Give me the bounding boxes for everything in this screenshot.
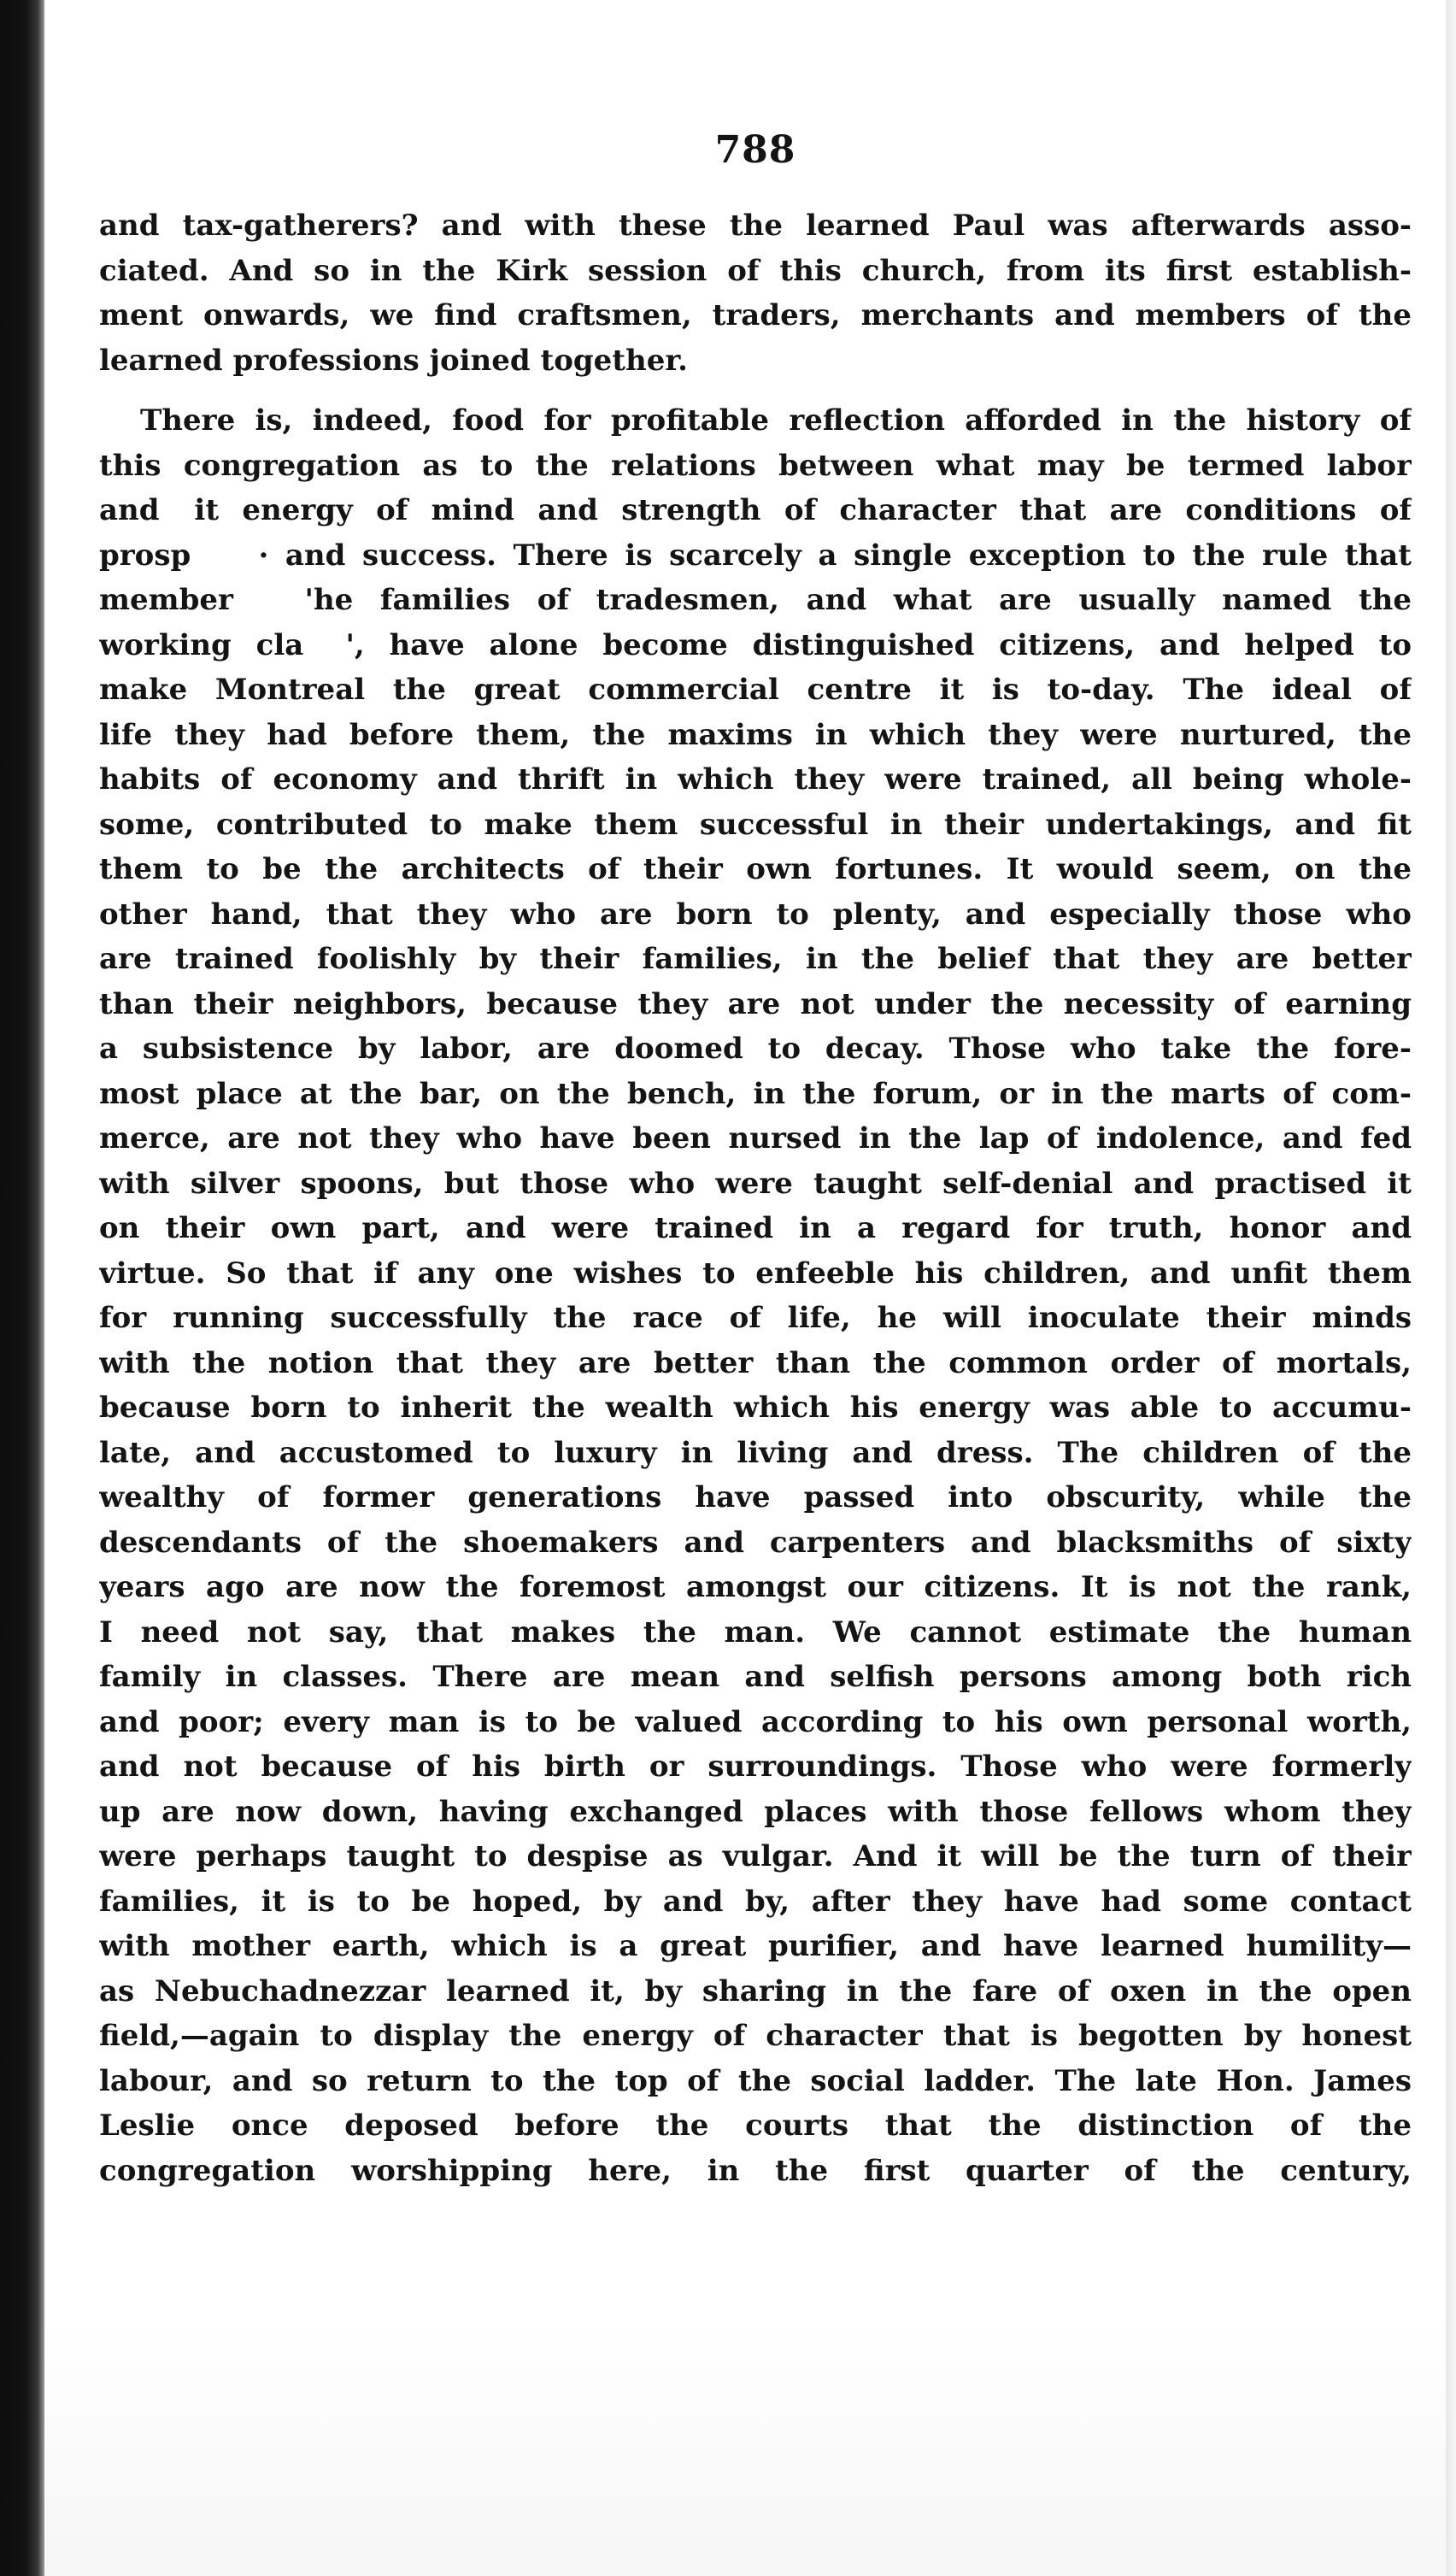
text-line: this congregation as to the relations between what may be termed labor <box>99 448 1412 483</box>
text-line: other hand, that they who are born to plenty, and especially those who <box>99 897 1412 932</box>
text-line: late, and accustomed to luxury in living and dress. The children of the <box>99 1435 1412 1470</box>
text-line: There is, indeed, food for profitable reflection afforded in the history of <box>140 403 1412 438</box>
text-line: a subsistence by labor, are doomed to decay. Those who take the fore- <box>99 1032 1412 1066</box>
text-line: than their neighbors, because they are not under the necessity of earning <box>99 986 1412 1021</box>
text-line: and tax-gatherers? and with these the learned Paul was afterwards asso- <box>99 209 1412 243</box>
text-line: and not because of his birth or surroundings. Those who were formerly <box>99 1750 1412 1784</box>
text-line: congregation worshipping here, in the first quarter of the century, <box>99 2153 1412 2188</box>
text-line: wealthy of former generations have passed into obscurity, while the <box>99 1480 1412 1514</box>
scan-edge-shadow <box>0 0 44 2576</box>
paragraph-1 <box>99 203 1412 383</box>
text-line: learned professions joined together. <box>99 343 688 378</box>
text-line: and poor; every man is to be valued according to his own personal worth, <box>99 1704 1412 1739</box>
text-line: make Montreal the great commercial centre it is to-day. The ideal of <box>99 673 1412 707</box>
text-line: families, it is to be hoped, by and by, after they have had some contact <box>99 1884 1412 1919</box>
text-line: labour, and so return to the top of the social ladder. The late Hon. James <box>99 2063 1412 2098</box>
text-line: ment onwards, we find craftsmen, traders, merchants and members of the <box>99 298 1412 332</box>
paragraph-2 <box>99 398 1412 2193</box>
page-content <box>99 128 1412 2193</box>
text-line: habits of economy and thrift in which they were trained, all being whole- <box>99 762 1412 797</box>
text-line: them to be the architects of their own fortunes. It would seem, on the <box>99 852 1412 886</box>
text-line: most place at the bar, on the bench, in the forum, or in the marts of com- <box>99 1076 1412 1111</box>
scan-bottom-shade <box>44 2320 1446 2576</box>
text-line: Leslie once deposed before the courts that the distinction of the <box>99 2108 1412 2143</box>
text-line: with silver spoons, but those who were taught self-denial and practised it <box>99 1166 1412 1201</box>
text-line: I need not say, that makes the man. We cannot estimate the human <box>99 1614 1412 1650</box>
text-line: virtue. So that if any one wishes to enfeeble his children, and unfit them <box>99 1256 1412 1291</box>
text-line: as Nebuchadnezzar learned it, by sharing in the fare of oxen in the open <box>99 1973 1412 2008</box>
text-line: with mother earth, which is a great purifier, and have learned humility— <box>99 1929 1412 1963</box>
text-line: working cla ', have alone become distinguished citizens, and helped to <box>99 627 1412 662</box>
text-line: were perhaps taught to despise as vulgar. And it will be the turn of their <box>99 1839 1412 1873</box>
text-line: ciated. And so in the Kirk session of this church, from its first establish- <box>99 253 1412 288</box>
text-line: because born to inherit the wealth which his energy was able to accumu- <box>99 1391 1412 1425</box>
text-line: are trained foolishly by their families, in the belief that they are better <box>99 942 1412 976</box>
text-line: prosp · and success. There is scarcely a single exception to the rule that <box>99 538 1412 573</box>
text-line: some, contributed to make them successful in their undertakings, and fit <box>99 807 1412 842</box>
page-number: 788 <box>714 128 796 172</box>
paragraph-gap <box>99 383 1412 398</box>
text-line: up are now down, having exchanged places with those fellows whom they <box>99 1794 1412 1829</box>
text-line: member 'he families of tradesmen, and what are usually named the <box>99 583 1412 617</box>
text-line: field,—again to display the energy of character that is begotten by honest <box>99 2019 1412 2053</box>
text-line: for running successfully the race of life, he will inoculate their minds <box>99 1301 1412 1335</box>
text-line: and it energy of mind and strength of character that are conditions of <box>99 493 1412 527</box>
text-line: on their own part, and were trained in a regard for truth, honor and <box>99 1211 1412 1245</box>
text-line: life they had before them, the maxims in which they were nurtured, the <box>99 717 1412 752</box>
text-line: descendants of the shoemakers and carpenters and blacksmiths of sixty <box>99 1525 1412 1560</box>
text-line: family in classes. There are mean and selfish persons among both rich <box>99 1660 1412 1694</box>
scan-right-margin <box>1446 0 1456 2576</box>
text-line: merce, are not they who have been nursed in the lap of indolence, and fed <box>99 1121 1412 1156</box>
text-line: with the notion that they are better than the common order of mortals, <box>99 1345 1412 1380</box>
text-line: years ago are now the foremost amongst our citizens. It is not the rank, <box>99 1570 1412 1604</box>
